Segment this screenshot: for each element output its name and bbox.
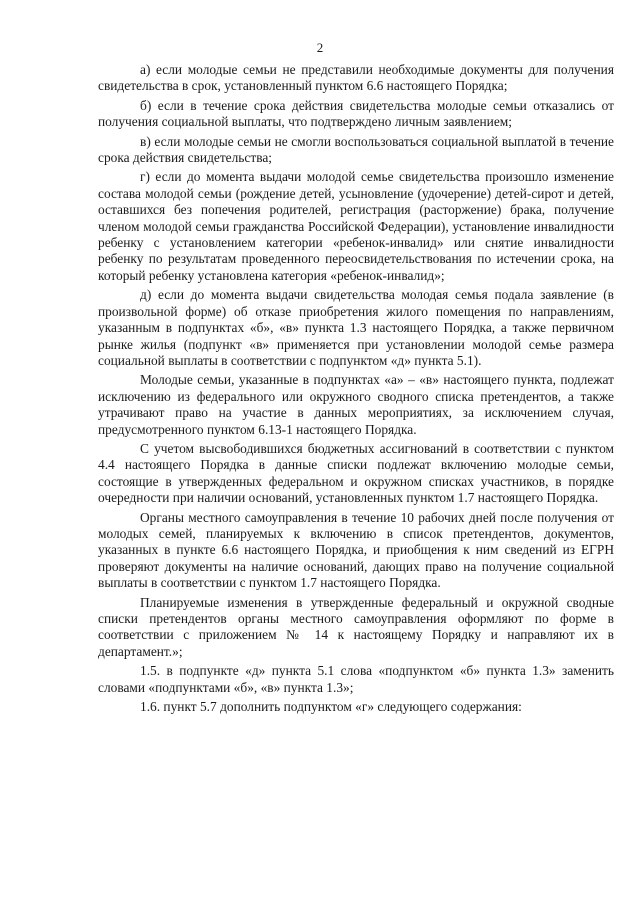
paragraph-local-authorities: Органы местного самоуправления в течение 10 рабочих дней после получения от молодых семей, планируемых к включению в список претендентов, документов, указанных в пункте 6.6 настоящего Порядка, и приобщения к ним сведений из ЕГРН проверяют документы на наличие оснований, дающих право на получение социальной выплаты в соответствии с пунктом 1.7 настоящего Порядка.	[98, 509, 614, 591]
paragraph-amendment-1-6: 1.6. пункт 5.7 дополнить подпунктом «г» следующего содержания:	[140, 699, 522, 715]
paragraph-item-g: г) если до момента выдачи молодой семье свидетельства произошло изменение состава молодой семьи (рождение детей, усыновление (удочерение) детей-сирот и детей, оставшихся без попечения родителей, регистрация (расторжение) брака, получение членом молодой семьи гражданства Российской Федерации), установление инвалидности ребенку с установлением категории «ребенок-инвалид» или снятие инвалидности ребенку по результатам проведенного переосвидетельствования по истечении срока, на который ребенку установлена категория «ребенок-инвалид»;	[98, 169, 614, 283]
document-body	[98, 62, 614, 718]
paragraph-reallocation: С учетом высвободившихся бюджетных ассигнований в соответствии с пунктом 4.4 настоящего Порядка в данные списки подлежат включению молодые семьи, состоящие в утвержденных федеральном и окружном списках участников, в порядке очередности при наличии оснований, установленных пунктом 1.7 настоящего Порядка.	[98, 440, 614, 506]
paragraph-item-d: д) если до момента выдачи свидетельства молодая семья подала заявление (в произвольной форме) об отказе приобретения жилого помещения по направлениям, указанным в подпунктах «б», «в» пункта 1.3 настоящего Порядка, а также первичном рынке жилья (подпункт «в» применяется при установлении молодой семье размера социальной выплаты в соответствии с подпунктом «д» пункта 5.1).	[98, 287, 614, 368]
paragraph-item-a: а) если молодые семьи не представили необходимые документы для получения свидетельства в срок, установленный пунктом 6.6 настоящего Порядка;	[98, 62, 614, 94]
paragraph-planned-changes: Планируемые изменения в утвержденные федеральный и окружной сводные списки претендентов органы местного самоуправления оформляют по форме в соответствии с приложением № 14 к настоящему Порядку и направляют их в департамент.»;	[98, 594, 614, 659]
paragraph-amendment-1-5: 1.5. в подпункте «д» пункта 5.1 слова «подпунктом «б» пункта 1.3» заменить словами «подпунктами «б», «в» пункта 1.3»;	[98, 663, 614, 695]
paragraph-item-b: б) если в течение срока действия свидетельства молодые семьи отказались от получения социальной выплаты, что подтверждено личным заявлением;	[98, 97, 614, 130]
paragraph-item-v: в) если молодые семьи не смогли воспользоваться социальной выплатой в течение срока действия свидетельства;	[98, 133, 614, 166]
page-number: 2	[316, 40, 324, 55]
paragraph-exclusion: Молодые семьи, указанные в подпунктах «а» – «в» настоящего пункта, подлежат исключению из федерального или окружного сводного списка претендентов, а также утрачивают право на участие в данных мероприятиях, за исключением случая, предусмотренного пунктом 6.13-1 настоящего Порядка.	[98, 372, 614, 437]
